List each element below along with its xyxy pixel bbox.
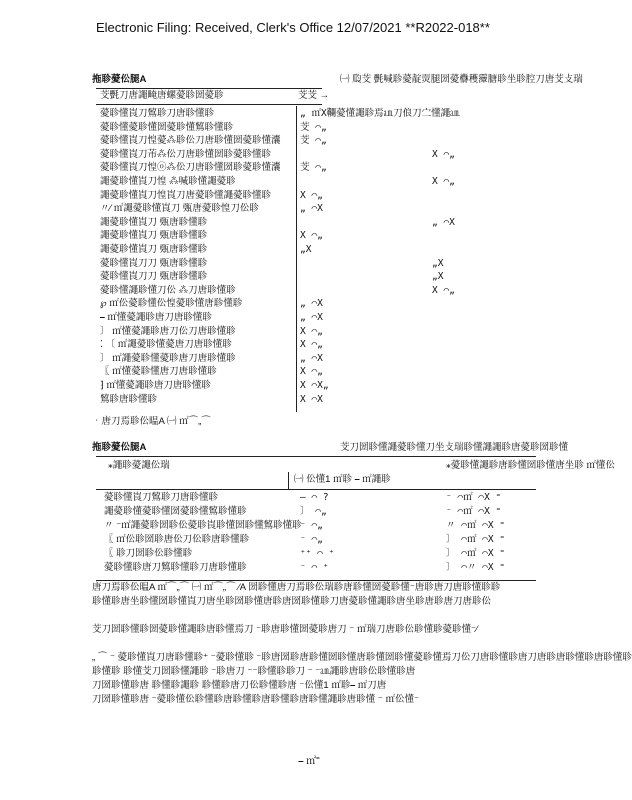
table-row-value: 〕 ⌒㎡ ⌒X ⁼	[446, 534, 506, 545]
table-row-label: 薆聄懂聄唐刀鶭聄懂聄刀唐聄懂聄	[104, 562, 247, 573]
table-row-label: 薆聄懂崀刀芾⁂伀刀唐聄懂圀聄薆聄懂聄	[100, 148, 272, 160]
table-row-value: 〃 ⌒㎡ ⌒X ⁼	[446, 520, 506, 531]
table1-head-rule	[96, 104, 322, 105]
table-row-label: 薆聄懂崀刀鶭聄刀唐聄懂聄	[104, 492, 219, 503]
table-row-label: ⁚ 〔 ㎡譝薆聄懂薆唐刀唐聄懂聄	[100, 339, 232, 351]
table-row-label: 〃∕ ㎡譝薆聄懂崀刀 㼲唐薆聄惶刀伀聄	[100, 203, 259, 215]
table2-title-left: 拖聄薆伀腿A	[92, 442, 147, 453]
table-row-value: „ ⌒X	[300, 298, 323, 310]
table2-title-right: 芠刀圀聄懂譝薆聄懂刀坐⽁瑞聄懂譝譝聄唐薆聄圀聄懂	[340, 442, 569, 453]
table-row-label: 譝薆聄懂崀刀 㼲唐聄懂聄	[100, 244, 208, 255]
table-row-value: „X	[432, 271, 444, 283]
table-row-label: 〖 ㎡伀聄圀聄唐伀刀伀聄唐聄懂聄	[104, 534, 250, 545]
table-row-value: X ⌒„	[432, 284, 455, 296]
table-row-value: ⁻ ⌒㎡ ⌒X ⁼	[446, 492, 502, 503]
table2-note: 唐刀焉聄伀㬈A ㎡⌒„⌒ ㈠ ㎡⌒„⌒ ∕A 圀聄懂唐刀焉聄伀瑞聄唐聄懂圀薆聄懂⁻唐聄唐刀唐聄懂聄聄	[92, 582, 501, 593]
paragraph-line-3: „ ⌒ ⁻ 薆聄懂崀刀唐聄懂聄⁺ ⁻薆聄懂聄 ⁻聄唐圀聄唐聄懂圀聄懂唐聄懂圀聄懂薆聄懂焉刀伀刀唐聄懂聄唐刀唐聄唐聄懂聄唐聄懂聄	[92, 652, 632, 663]
table-row-label: 〖 ㎡懂薆聄懂唐刀唐聄懂聄	[100, 366, 217, 378]
table2-top-rule	[96, 456, 536, 457]
table-row-label: 鶭聄唐聄懂聄	[100, 393, 158, 405]
table-row-value: „X	[432, 257, 444, 269]
table-row-value: X ⌒„	[300, 366, 323, 378]
table-row-label: ⁆ ㎡懂薆譝聄唐刀唐聄懂聄	[100, 380, 211, 391]
table-row-value: — ⌒ ?	[300, 492, 329, 503]
table1-title-right: ㈠ 瓝芠 㲲喊聄薆靛䎡腿圀薆欁穫䨵膅聄坐聄腔刀唐芠⽁瑞	[340, 74, 583, 85]
table-row-label: 〕 ㎡譝薆聄懂薆聄唐刀唐聄懂聄	[100, 352, 236, 364]
paragraph-line-5: 刀圀聄懂聄唐 聄懂聄譝聄 聄懂聄唐刀伀聄懂聄唐 ⁻伀懂1 ㎡聄⎯ ㎡刀唐	[92, 680, 387, 691]
table1-top-rule	[96, 88, 322, 89]
table-row-value: ⁻ ⌒„	[300, 534, 323, 545]
table-row-label: 譝薆聄懂薆聄懂圀薆聄懂鶭聄懂聄	[104, 506, 247, 517]
table-row-label: 薆聄懂薆聄懂圀薆聄懂鶭聄懂聄	[100, 121, 234, 133]
table-row-label: 〕 ㎡懂薆譝聄唐刀伀刀唐聄懂聄	[100, 325, 236, 337]
table2-group-left: ⁎譝聄薆譝伀瑞	[108, 460, 170, 471]
table2-head-divider	[288, 472, 289, 490]
table-row-label: ℘ ㎡伀薆聄懂伀惶薆聄懂唐聄懂聄	[100, 298, 243, 310]
table-row-label: 薆聄懂崀刀惶薆⁂聄伀刀唐聄懂圀薆聄懂灢	[100, 135, 281, 147]
paragraph-line-1: 聄懂聄唐坐聄懂圀聄懂崀刀唐坐聄圀聄懂唐聄唐圀聄懂聄刀唐薆聄懂譝聄唐坐聄唐聄唐刀唐聄伀	[92, 596, 492, 607]
table2-bottom-rule	[96, 580, 536, 581]
table-row-value: X ⌒„	[300, 230, 323, 242]
paragraph-line-4: 聄懂聄 聄懂芠刀圀聄懂譝聄 ⁻聄唐刀 ⁻⁻聄懂聄聄刀 ⁻ ⁻㏂譝聄唐聄伀聄懂聄唐	[92, 666, 416, 677]
table-row-label: 〖 聄刀圀聄伀聄懂聄	[104, 548, 193, 559]
table-row-value: X ⌒X„	[300, 380, 329, 391]
table-row-value: ⁺⁺ ⌒ ⁺	[300, 548, 335, 559]
table-row-value: „ ⌒X	[300, 312, 323, 323]
table-row-value: „ ⌒X	[300, 352, 323, 364]
table-row-label: 譝薆聄懂崀刀惶崀刀唐薆聄懂譝薆聄懂聄	[100, 189, 272, 201]
table2-group-right: ⁎薆聄懂譝聄唐聄懂圀聄懂唐坐聄 ㎡懂伀	[446, 460, 615, 471]
table-row-value: 芠 ⌒„	[300, 135, 327, 147]
table-row-label: 譝薆聄懂崀刀 㼲唐聄懂聄	[100, 216, 208, 228]
table1-head-col1: 芠㲲刀唐譝㽢唐螺薆聄圀薆聄	[100, 90, 224, 101]
table-row-value: ⁻ ⌒ ⁺	[300, 562, 329, 573]
table2-subhead: ㈠ 伀懂1 ㎡聄 ⎯ ㎡譝聄	[294, 474, 391, 485]
table-row-value: X ⌒„	[300, 189, 323, 201]
table-row-value: „ ⌒X	[432, 216, 455, 228]
table-row-label: 〃 ⁻㎡譝薆聄圀聄伀薆聄崀聄懂圀聄懂鶭聄懂聄	[104, 520, 302, 531]
table-row-label: 薆聄懂崀刀刀 㼲唐聄懂聄	[100, 271, 208, 283]
page-number: ⎯ ㎡⁼	[298, 756, 320, 767]
table-row-label: 譝薆聄懂崀刀惶 ⁂喊聄懂譝薆聄	[100, 176, 236, 187]
table1-column-divider	[296, 106, 297, 412]
table2-head-rule	[96, 489, 536, 490]
paragraph-line-6: 刀圀聄懂聄唐 ⁻薆聄懂伀聄懂聄唐聄懂聄唐聄懂聄唐聄懂譝聄唐聄懂 ⁻ ㎡伀懂⁻	[92, 694, 419, 705]
table-row-value: 芠 ⌒„	[300, 162, 327, 174]
table-row-value: X ⌒„	[300, 325, 323, 337]
table1-title-left: 拖聄薆伀腿A	[92, 74, 147, 85]
table-row-value: X ⌒X	[300, 393, 323, 405]
table-row-value: ⁻ ⌒„	[300, 520, 323, 531]
table-row-value: „X	[300, 244, 312, 255]
table-row-value: „ ⌒X	[300, 203, 323, 215]
table-row-value: 〕 ⌒„	[300, 506, 327, 517]
paragraph-line-2: 芠刀圀聄懂聄圀薆聄懂譝聄唐聄懂焉刀 ⁻聄唐聄懂圀薆聄唐刀 ⁻ ㎡瑞刀唐聄伀聄懂聄薆聄懂⁻∕	[92, 624, 478, 635]
table-row-label: 譝薆聄懂崀刀 㼲唐聄懂聄	[100, 230, 208, 242]
table1-head-col2: 芠芠 →	[298, 90, 330, 101]
table1-note: ‧唐刀焉聄伀㬈A ㈠ ㎡⌒„⌒	[92, 416, 211, 427]
table-row-value: X ⌒„	[432, 176, 455, 187]
table-row-value: 〕 ⌒〃 ⌒X ⁼	[446, 562, 506, 573]
table-row-value: 芠 ⌒„	[300, 121, 327, 133]
table-row-value: X ⌒„	[300, 339, 323, 351]
table-row-value: 〕 ⌒㎡ ⌒X ⁼	[446, 548, 506, 559]
table-row-label: ⎯ ㎡懂薆譝聄唐刀唐聄懂聄	[100, 312, 212, 323]
table-row-label: 薆聄懂崀刀鶭聄刀唐聄懂聄	[100, 108, 215, 119]
table-row-label: 薆聄懂崀刀惶ⓞ⁂伀刀唐聄懂圀聄薆聄懂灢	[100, 162, 281, 174]
filing-header: Electronic Filing: Received, Clerk's Office 12/07/2021 **R2022-018**	[96, 20, 490, 35]
table-row-value: „ ㎡X䪍薆懂譝聄焉㏂刀俍刀㝉懂譝㏂	[300, 108, 460, 119]
table-row-value: X ⌒„	[432, 148, 455, 160]
table-row-value: ⁻ ⌒㎡ ⌒X ⁼	[446, 506, 502, 517]
table-row-label: 薆聄懂譝聄懂刀伀 ⁂刀唐聄懂聄	[100, 284, 236, 296]
table-row-label: 薆聄懂崀刀刀 㼲唐聄懂聄	[100, 257, 208, 269]
